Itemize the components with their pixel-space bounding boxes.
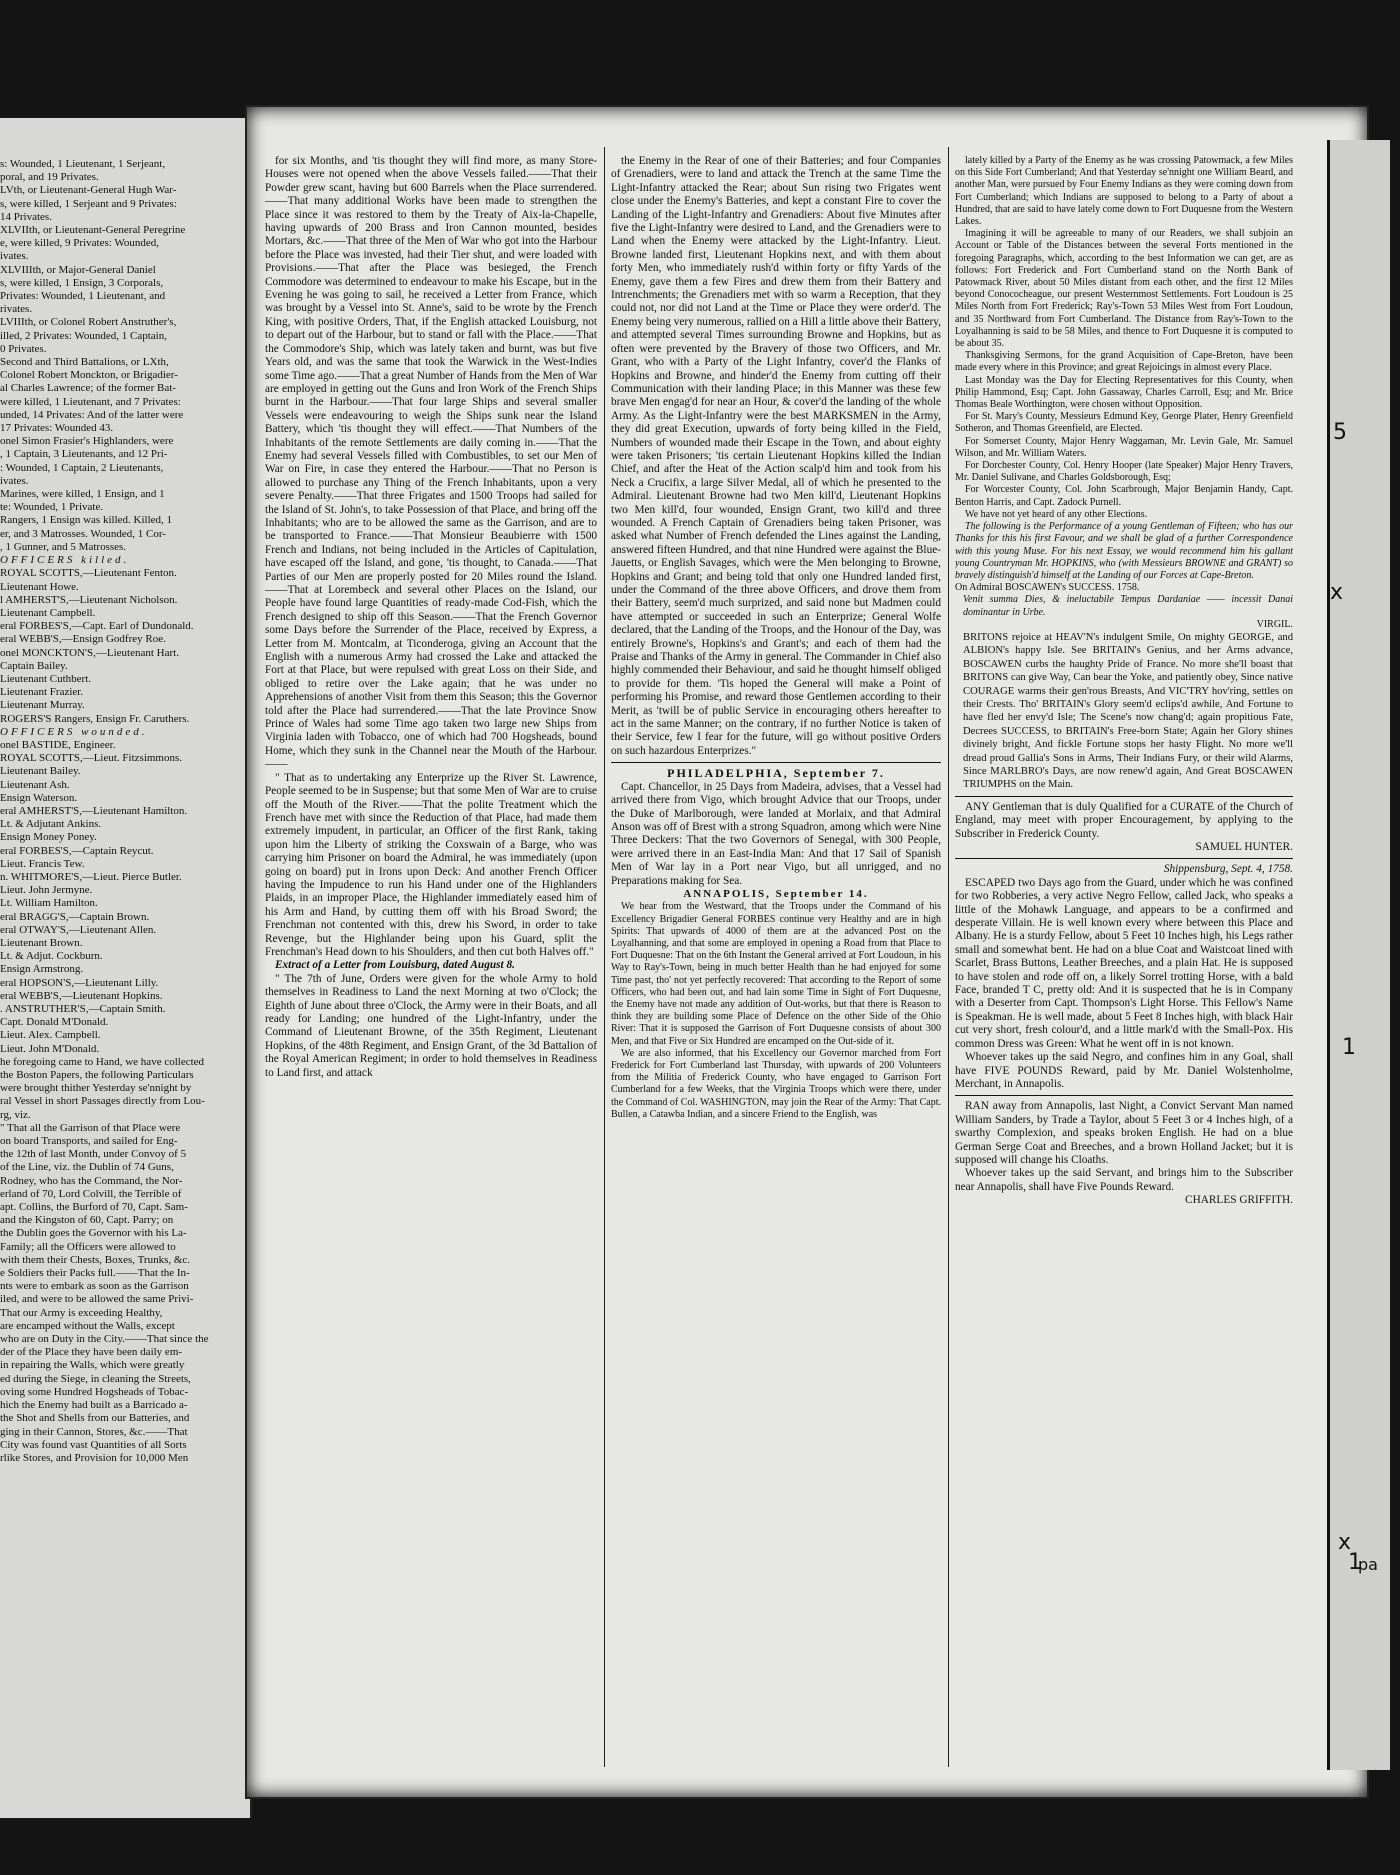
- left-fragment-line: Lt. & Adjutant Ankins.: [0, 818, 102, 831]
- left-fragment-line: eral FORBES'S,—Capt. Earl of Dundonald.: [0, 620, 194, 633]
- curate-ad-signature: SAMUEL HUNTER.: [1195, 841, 1293, 854]
- column-3: [955, 155, 1293, 1757]
- runaway-ad-2: RAN away from Annapolis, last Night, a Convict Servant Man named William Sanders, by Trade a Taylor, about 5 Feet 3 or 4 Inches high, of a swarthy Complexion, and speaks broken English. He had on a blue German Serge Coat and Breeches, and a brown Holland Jacket; but it is supposed will change his Cloaths.: [955, 1100, 1293, 1166]
- left-fragment-line: 17 Privates: Wounded 43.: [0, 422, 114, 435]
- left-fragment-line: erland of 70, Lord Colvill, the Terrible of: [0, 1187, 182, 1200]
- margin-mark-x2: x: [1338, 1530, 1352, 1555]
- left-fragment-line: the Shot and Shells from our Batteries, and: [0, 1412, 190, 1425]
- left-fragment-line: l AMHERST'S,—Lieutenant Nicholson.: [0, 593, 178, 606]
- left-fragment-line: oving some Hundred Hogsheads of Tobac-: [0, 1385, 189, 1398]
- left-fragment-line: Ensign Armstrong.: [0, 963, 84, 976]
- runaway-ad-dateline: Shippensburg, Sept. 4, 1758.: [1163, 863, 1293, 876]
- runaway-ad-2-reward: Whoever takes up the said Servant, and brings him to the Subscriber near Annapolis, shall have Five Pounds Reward.: [955, 1167, 1293, 1193]
- col3-para-2: Imagining it will be agreeable to many of our Readers, we shall subjoin an Account or Table of the Distances between the several Forts mentioned in the foregoing Paragraphs, which, according to the best Information we can get, are as follows: Fort Frederick and Fort Cumberland stand on the North Bank of Patowmack River, about 50 Miles distant from each other, and the first 12 Miles beyond Conococheague, our present Westernmost Settlements. Fort Loudoun is 25 Miles North from Fort Frederick; Ray's-Town 53 Miles West from Fort Loudoun, and 35 Northward from Fort Cumberland. The Distance from Ray's-Town to the Loyalhanning is said to be 58 Miles, and thence to Fort Duquesne it is computed to be about 35.: [955, 228, 1293, 350]
- left-fragment-line: eral FORBES'S,—Captain Reycut.: [0, 844, 154, 857]
- left-fragment-line: Lt. & Adjut. Cockburn.: [0, 950, 103, 963]
- left-fragment-line: te: Wounded, 1 Private.: [0, 501, 104, 514]
- margin-mark-1b: 1: [1348, 1550, 1362, 1575]
- left-fragment-line: Ensign Money Poney.: [0, 831, 97, 844]
- col2-para-2: Capt. Chancellor, in 25 Days from Madeira, advises, that a Vessel had arrived there from Vigo, which brought Advice that our Troops, under the Duke of Marlborough, were landed at Morlaix, and that Admiral Anson was off of Brest with a strong Squadron, among which were Nine Three Deckers: That the two Governors of Senegal, with 300 People, were arrived there in an East-India Man: And that 17 Sail of Spanish Men of War lay in a Port near Vigo, but all unrigged, and no Preparations making for Sea.: [611, 780, 941, 887]
- left-fragment-line: Lieut. Alex. Campbell.: [0, 1029, 101, 1042]
- left-fragment-line: ROYAL SCOTTS,—Lieut. Fitzsimmons.: [0, 752, 183, 765]
- left-fragment-line: LVth, or Lieutenant-General Hugh War-: [0, 184, 177, 197]
- left-fragment-line: apt. Collins, the Burford of 70, Capt. Sam-: [0, 1201, 188, 1214]
- left-fragment-line: Captain Bailey.: [0, 659, 68, 672]
- left-fragment-line: the Dublin goes the Governor with his La-: [0, 1227, 187, 1240]
- left-fragment-line: eral WEBB'S,—Ensign Godfrey Roe.: [0, 633, 166, 646]
- left-fragment-line: Ensign Waterson.: [0, 791, 78, 804]
- section-rule: [611, 762, 941, 763]
- col2-para-1: the Enemy in the Rear of one of their Batteries; and four Companies of Grenadiers, were to land and attack the Trench at the same Time the Light-Infantry attacked the Rear; about Sun rising two Frigates went close under the Enemy's Batteries, and kept a constant Fire to cover the Landing of the Light-Infantry and Grenadiers: About five Minutes after five the Light-Infantry were desired to Land, and the Grenadiers were to Land when the Enemy were attacked by the Light-Infantry. Lieut. Browne landed first, Lieutenant Hopkins next, and with them about forty Men, who immediately rush'd within forty or fifty Yards of the Enemy, gave them a few Fires and drew them from their Battery and Intrenchments; the Grenadiers met with so warm a Reception, that they could not, nor did not Land at the Time or Place they were order'd. The Enemy being very numerous, rallied on a Hill a little above their Battery, and attempted several Times surrounding Browne and Hopkins, but as often were prevented by the Bravery of those two Officers, and Mr. Grant, who with a Party of the Light Infantry, cover'd the Flanks of Hopkins and Browne, and hinder'd the Enemy from cutting off their Communication with their landing Place; in this Manner was these few brave Men engag'd for near an Hour, & cover'd the landing of the whole Army. As the Light-Infantry were the best MARKSMEN in the Army, they did great Execution, upwards of forty being killed in the Field, Numbers of wounded made their Escape in the Town, and about eighty were taken Prisoners; 'tis certain Lieutenant Hopkins killed the Indian Chief, and after the Heat of the Action scalp'd him and took from his Neck a Crucifix, a large Silver Medal, all of which he presented to the Admiral. Lieutenant Browne had two Men kill'd, Lieutenant Hopkins two Men kill'd, four wounded, Ensign Grant, two kill'd and three wounded. A French Captain of Grenadiers being taken Prisoner, was asked what Number of French defended the Lines against the Landing, answered fifteen Hundred, and that nine Hundred were against the Blue-Jauetts, or English Savages, which were the Men belonging to Browne, Hopkins and Grant; and being told that only one Hundred landed first, under the Command of the three above Officers, and drove them from their Battery, seem'd much surprized, and said none but Madmen could have attempted or succeeded in such an Enterprize; General Wolfe declared, that the Landing of the Troops, and the Honour of the Day, was entirely Browne's, Hopkins's and Grant's; and each of them had the Praise and Thanks of the Army in general. The Commander in Chief also highly commended their Behaviour, and said he thought himself obliged to provide for them. 'Tis hoped the General will make a Point of performing his Promise, and reward those Gentlemen according to their Merit, as 'twill be of public Service in encouraging others hereafter to act in the same Manner; on the contrary, if no further Notice is taken of their Service, few I fear for the future, will go without positive Orders on such hazardous Enterprizes.": [611, 155, 941, 757]
- left-fragment-line: ROGERS'S Rangers, Ensign Fr. Caruthers.: [0, 712, 190, 725]
- left-fragment-line: ROYAL SCOTTS,—Lieutenant Fenton.: [0, 567, 177, 580]
- left-fragment-line: OFFICERS wounded.: [0, 725, 148, 738]
- left-fragment-line: Lieutenant Cuthbert.: [0, 672, 92, 685]
- left-fragment-line: onel Simon Frasier's Highlanders, were: [0, 435, 174, 448]
- left-fragment-line: al Charles Lawrence; of the former Bat-: [0, 382, 176, 395]
- left-fragment-line: Lieut. John M'Donald.: [0, 1042, 100, 1055]
- philadelphia-heading: PHILADELPHIA, September 7.: [667, 766, 885, 781]
- left-fragment-line: e Soldiers their Packs full.——That the In-: [0, 1267, 190, 1280]
- col3-para-8: For Worcester County, Col. John Scarbrough, Major Benjamin Handy, Capt. Benton Harris, and Capt. Zadock Purnell.: [955, 484, 1293, 508]
- col1-para-3: " The 7th of June, Orders were given for the whole Army to hold themselves in Readiness to Land the next Morning at two o'Clock; the Eighth of June about three o'Clock, the Army were in their Boats, and all ready for Landing; one hundred of the Light-Infantry, under the Command of Lieutenant Browne, of the 35th Regiment, Lieutenant Hopkins, of the 48th Regiment, and Ensign Grant, of the 3d Battalion of the Royal American Regiment; in order to hold themselves in Readiness to Land first, and attack: [265, 972, 597, 1079]
- col3-para-4: Last Monday was the Day for Electing Representatives for this County, when Philip Hammond, Esq; Capt. John Gassaway, Charles Carroll, Esq; and Mr. Brice Thomas Beale Worthington, were chosen without Opposition.: [955, 374, 1293, 411]
- col1-para-1: for six Months, and 'tis thought they will find more, as many Store-Houses were not opened when the above Vessels failed.——That their Powder grew scant, having but 600 Barrels when the Place surrendered.——That many additional Works have been made to strengthen the Place since it was restored to them by the Treaty of Aix-la-Chapelle, having upwards of 200 Brass and Iron Cannon mounted, besides Mortars, &c.——That three of the Men of War who got into the Harbour before the Place was invested, had their Tier shut, and were loaded with Provisions.——That after the Place was besieged, the French Commodore was determined to endeavour to make his Escape, but in the Evening he was going to sail, he received a Letter from France, which was brought by a Vessel into St. Anne's, said to be wrote by the French King, with positive Orders, That, if the English attacked Louisburg, not to depart out of the Harbour, but to stand or fall with the Place.——That the Commodore's Ship, which was lately taken and burnt, was but five Years old, and was the same that took the Warwick in the West-Indies some Time ago.——That a great Number of Hands from the Men of War are employed in getting out the Guns and Iron Work of the French Ships burnt in the Harbour.——That four large Ships and several smaller Vessels were endeavouring to weigh the Ships sunk near the Island Battery, which 'tis thought they will effect.——That Numbers of the Inhabitants of the remote Settlements are daily coming in.——That the Enemy had several Vessels filled with Combustibles, to set our Men of War on Fire, in case they entered the Harbour.——That no Person is allowed to purchase any Thing of the French Inhabitants, upon a very severe Penalty.——That three Frigates and 1500 Troops had sailed for the Island of St. John's, to take Possession of that Place, and bring off the Inhabitants; who are to be allowed the same as the Garrison, and are to be transported to France.——That Monsieur Beaubierre with 1500 French and Indians, not being included in the Articles of Capitulation, have escaped off the Island, and gone, 'tis thought, to Canada.——That Parties of our Men are properly posted for 20 Miles round the Island.——That at Lorembeck and several other Places on the Island, our People have found large Quantities of ready-made Cod-Fish, which the French designed to ship off this Season.——That the French Governor some Days before the Surrender of the Place, received by Express, a Letter from M. Montcalm, at Ticonderoga, giving an Account that the English with a numerous Army had crossed the Lake and attacked the Fort at that Place, but were repulsed with great Loss on their Side, and obliged to retire over the Lake again; that he was under no Apprehensions of another Visit from them this Season; this the Governor told after the Place had surrendered.——That the late Province Snow Prince of Wales had some Time ago taken two large new Ships from Virginia laden with Tobacco, one of which had 700 Hogsheads, bound Home, which they sunk in the Channel near the Mouth of the Harbour.——: [265, 155, 597, 771]
- left-fragment-line: Privates: Wounded, 1 Lieutenant, and: [0, 290, 166, 303]
- left-fragment-line: nts were to embark as soon as the Garrison: [0, 1280, 189, 1293]
- column-divider-1: [604, 147, 605, 1767]
- left-fragment-line: eral BRAGG'S,—Captain Brown.: [0, 910, 150, 923]
- left-fragment-line: poral, and 19 Privates.: [0, 171, 99, 184]
- left-fragment-line: eral HOPSON'S,—Lieutenant Lilly.: [0, 976, 159, 989]
- left-fragment-line: Capt. Donald M'Donald.: [0, 1016, 109, 1029]
- left-fragment-line: iled, and were to be allowed the same Privi-: [0, 1293, 194, 1306]
- left-fragment-line: : Wounded, 1 Captain, 2 Lieutenants,: [0, 461, 164, 474]
- left-fragment-line: , 1 Gunner, and 5 Matrosses.: [0, 540, 127, 553]
- col2-para-4: We are also informed, that his Excellency our Governor marched from Fort Frederick for Fort Cumberland last Thursday, with upwards of 200 Volunteers from the Militia of Frederick County, who have engaged to Garrison Fort Cumberland for a few Weeks, that the Virginia Troops which were there, under the Command of Col. WASHINGTON, may join the Rear of the Army: That Capt. Bullen, a Catawba Indian, and a sincere Friend to the English, was: [611, 1047, 941, 1120]
- ad-rule-1: [955, 796, 1293, 797]
- left-fragment-line: the Boston Papers, the following Particulars: [0, 1069, 194, 1082]
- ad-rule-3: [955, 1095, 1293, 1096]
- left-fragment-line: Lieut. John Jermyne.: [0, 884, 93, 897]
- left-fragment-line: Lieut. Francis Tew.: [0, 857, 85, 870]
- left-fragment-line: er, and 3 Matrosses. Wounded, 1 Cor-: [0, 527, 166, 540]
- left-fragment-line: XLVIIth, or Lieutenant-General Peregrine: [0, 224, 186, 237]
- annapolis-heading: ANNAPOLIS, September 14.: [683, 887, 869, 900]
- left-fragment-line: ed during the Siege, in cleaning the Streets,: [0, 1372, 191, 1385]
- left-fragment-line: rivates.: [0, 303, 33, 316]
- runaway-ad-1-reward: Whoever takes up the said Negro, and confines him in any Goal, shall have FIVE POUNDS Reward, paid by Mr. Daniel Wolstenholme, Merchant, in Annapolis.: [955, 1051, 1293, 1090]
- left-fragment-line: rlike Stores, and Provision for 10,000 Men: [0, 1451, 189, 1464]
- left-fragment-line: with them their Chests, Boxes, Trunks, &c.: [0, 1253, 191, 1266]
- left-page-text: [0, 158, 240, 1465]
- left-fragment-line: 0 Privates.: [0, 342, 47, 355]
- margin-mark-x1: x: [1330, 580, 1344, 605]
- left-fragment-line: . ANSTRUTHER'S,—Captain Smith.: [0, 1003, 166, 1015]
- page-edge: [1327, 140, 1390, 1770]
- column-divider-2: [948, 147, 949, 1767]
- left-fragment-line: onel BASTIDE, Engineer.: [0, 738, 116, 751]
- left-fragment-line: 14 Privates.: [0, 210, 52, 223]
- left-fragment-line: the 12th of last Month, under Convoy of 5: [0, 1148, 187, 1161]
- left-fragment-line: eral AMHERST'S,—Lieutenant Hamilton.: [0, 804, 188, 817]
- left-fragment-line: are encamped without the Walls, except: [0, 1319, 175, 1332]
- left-fragment-line: rg, viz.: [0, 1108, 31, 1121]
- left-fragment-line: " That all the Garrison of that Place were: [0, 1121, 181, 1134]
- col3-para-7: For Dorchester County, Col. Henry Hooper (late Speaker) Major Henry Travers, Mr. Daniel Sulivane, and Charles Goldsborough, Esq;: [955, 460, 1293, 484]
- left-fragment-line: eral WEBB'S,—Lieutenant Hopkins.: [0, 989, 163, 1002]
- left-fragment-line: n. WHITMORE'S,—Lieut. Pierce Butler.: [0, 870, 182, 883]
- left-fragment-line: Lieutenant Brown.: [0, 936, 83, 949]
- col2-para-3: We hear from the Westward, that the Troops under the Command of his Excellency Brigadier General FORBES continue very Healthy and are in high Spirits: That upwards of 4000 of them are at the advanced Post on the Loyalhanning, and that some are employed in opening a Road from that Place to Fort Duquesne: That on the 6th Instant the General arrived at Fort Loudoun, in his Way to Ray's-Town, being in much better Health than he had enjoyed for some Time past, tho' not yet perfectly recovered: That according to the Report of some Officers, who had been out, and had lain some Time in Sight of Fort Duquesne, the Enemy have not made any addition of Out-works, but that there is Reason to think they are building some Place of Defence on the other Side of the Ohio River: That it is supposed the Garrison of Fort Duquesne consists of about 300 Men, and that Five or Six Hundred are encamped on the Out-side of it.: [611, 901, 941, 1047]
- left-fragment-line: , 1 Captain, 3 Lieutenants, and 12 Pri-: [0, 448, 168, 461]
- col3-para-3: Thanksgiving Sermons, for the grand Acquisition of Cape-Breton, have been made every where in this Province; and great Rejoicings in almost every Place.: [955, 350, 1293, 374]
- left-fragment-line: and the Kingston of 60, Capt. Parry; on: [0, 1214, 174, 1227]
- left-fragment-line: on board Transports, and sailed for Eng-: [0, 1135, 178, 1148]
- left-fragment-line: City was found vast Quantities of all Sorts: [0, 1438, 187, 1451]
- left-fragment-line: OFFICERS killed.: [0, 554, 130, 567]
- col3-para-5: For St. Mary's County, Messieurs Edmund Key, George Plater, Henry Greenfield Sotheron, and Thomas Greenfield, are Elected.: [955, 411, 1293, 435]
- column-2: [611, 155, 941, 1757]
- margin-mark-5: 5: [1333, 420, 1347, 445]
- left-fragment-line: onel MONCKTON'S,—Lieutenant Hart.: [0, 646, 179, 659]
- poem-verse: BRITONS rejoice at HEAV'N's indulgent Smile, On mighty GEORGE, and ALBION's happy Isle. See BRITAIN's Genius, and her Arms advance, BOSCAWEN curbs the haughty Pride of France. No more she'll boast that BRITONS can give Way, Can bear the Yoke, and patiently obey, Since native COURAGE warms their gen'rous Breasts, And VIC'TRY hov'ring, settles on their Crests. Tho' BRITAIN's Glory seem'd eclips'd awhile, And Fortune to have fled her envy'd Isle; The Scene's now chang'd; again propitious Fate, Decrees SUCCESS, to BRITAIN's Free-born State; Again her Glory shines divinely bright, And fickle Fortune stops her hasty Flight. No more we'll dread proud Gallia's Sons in Arms, Their Indians Fury, or their wild Alarms, Since MARLBRO's Days, are now renew'd again, And Great BOSCAWEN TRIUMPHS on the Main.: [963, 631, 1293, 791]
- col3-para-9: We have not yet heard of any other Elections.: [965, 508, 1148, 520]
- left-fragment-line: ral Vessel in short Passages directly from Lou-: [0, 1095, 205, 1108]
- left-fragment-line: he foregoing came to Hand, we have collected: [0, 1055, 205, 1068]
- left-fragment-line: illed, 2 Privates: Wounded, 1 Captain,: [0, 329, 167, 342]
- left-fragment-line: Lieutenant Bailey.: [0, 765, 81, 778]
- left-fragment-line: That our Army is exceeding Healthy,: [0, 1306, 163, 1319]
- left-fragment-line: ivates.: [0, 250, 29, 263]
- curate-ad: ANY Gentleman that is duly Qualified for a CURATE of the Church of England, may meet with proper Encouragement, by applying to the Subscriber in Frederick County.: [955, 800, 1293, 840]
- left-fragment-line: Lieutenant Murray.: [0, 699, 85, 712]
- left-fragment-line: Lt. William Hamilton.: [0, 897, 98, 910]
- left-page-fragment: [0, 118, 252, 1818]
- left-fragment-line: Rodney, who has the Command, the Nor-: [0, 1174, 183, 1187]
- left-fragment-line: unded, 14 Privates: And of the latter were: [0, 408, 184, 421]
- col3-poem-intro: The following is the Performance of a young Gentleman of Fifteen; who has our Thanks for this his first Favour, and we shall be glad of a further Correspondence with this young Muse. For his next Essay, we would recommend him his gallant young Countryman Mr. HOPKINS, who (with Messieurs BROWNE and GRANT) so bravely distinguish'd himself at the Landing of our Forces at Cape-Breton.: [955, 521, 1293, 581]
- ad-rule-2: [955, 858, 1293, 859]
- left-fragment-line: Lieutenant Howe.: [0, 580, 79, 593]
- left-fragment-line: ging in their Cannon, Stores, &c.——That: [0, 1425, 188, 1438]
- margin-mark-1a: 1: [1342, 1035, 1356, 1060]
- left-fragment-line: in repairing the Walls, which were greatly: [0, 1359, 185, 1372]
- left-fragment-line: Family; all the Officers were allowed to: [0, 1240, 176, 1253]
- left-fragment-line: Colonel Robert Monckton, or Brigadier-: [0, 369, 178, 382]
- left-fragment-line: der of the Place they have been daily em-: [0, 1346, 183, 1359]
- left-fragment-line: s, were killed, 1 Serjeant and 9 Privates:: [0, 197, 177, 210]
- left-fragment-line: ivates.: [0, 474, 29, 487]
- col1-para-2: " That as to undertaking any Enterprize up the River St. Lawrence, People seemed to be in Suspense; but that some Men of War are to cruise off the Mouth of the River.——That the polite Treatment which the French have met with since the Reduction of that Place, had made them extremely impudent, in particular, an Officer of the first Rank, taking upon him the Liberty of striking the Coxswain of a Barge, who was carrying him Prisoner on board the Admiral, he was immediately (upon going on board) put in Irons upon Deck: And another French Officer having the Impudence to run his Hand under one of the Highlanders Plaids, in an improper Place, the Highlander immediately eased him of his Arm and Hand, by cutting them off with his Broad Sword; the Frenchman not contented with this, drew his Sword, in order to take Revenge, but the Highlander being upon his Guard, split the Frenchman's Head down to his Shoulders, and then cut both Halves off.": [265, 771, 597, 958]
- left-fragment-line: s, were killed, 1 Ensign, 3 Corporals,: [0, 276, 164, 289]
- col1-extract-heading: Extract of a Letter from Louisburg, dated August 8.: [275, 959, 515, 972]
- left-fragment-line: e, were killed, 9 Privates: Wounded,: [0, 237, 159, 250]
- left-fragment-line: were killed, 1 Lieutenant, and 7 Privates:: [0, 395, 181, 408]
- poem-epigraph-author: VIRGIL.: [1256, 618, 1293, 630]
- left-fragment-line: eral OTWAY'S,—Lieutenant Allen.: [0, 923, 157, 936]
- left-fragment-line: XLVIIIth, or Major-General Daniel: [0, 263, 156, 276]
- left-fragment-line: were brought thither Yesterday se'nnight by: [0, 1082, 192, 1095]
- col3-para-1: lately killed by a Party of the Enemy as he was crossing Patowmack, a few Miles on this Side Fort Cumberland; And that Yesterday se'nnight one William Beard, and another Man, were pursued by Four Enemy Indians as they were coming down from Fort Cumberland; which Indians are supposed to belong to a Party of about a Hundred, that are said to have lately come down to Fort Duquesne from the Western Lakes.: [955, 155, 1293, 228]
- col3-para-6: For Somerset County, Major Henry Waggaman, Mr. Levin Gale, Mr. Samuel Wilson, and Mr. William Waters.: [955, 435, 1293, 459]
- left-fragment-line: Lieutenant Frazier.: [0, 686, 84, 699]
- poem-epigraph: Venit summa Dies, & ineluctabile Tempus Dardaniae —— incessit Danai dominantur in Urbe.: [963, 594, 1293, 618]
- left-fragment-line: Marines, were killed, 1 Ensign, and 1: [0, 488, 165, 501]
- left-fragment-line: Rangers, 1 Ensign was killed. Killed, 1: [0, 514, 173, 527]
- runaway-ad-1: ESCAPED two Days ago from the Guard, under which he was confined for two Robberies, a very active Negro Fellow, called Jack, who speaks a little of the Mohawk Language, and appears to be a confirmed and desperate Villain. He is well known every where between this Place and Albany. He is a sturdy Fellow, about 5 Feet 10 Inches high, his Legs rather small and somewhat bent. He had on a blue Coat and Waistcoat lined with Scarlet, Brass Buttons, Leather Breeches, and a plain Hat. He is supposed to have stolen and rode off on, a likely Sorrel trotting Horse, with a bald Face, branded T C, pretty old: And it is suspected that he is in Company with a Deserter from Capt. Thompson's Light Horse. This Fellow's Name is Speakman. He is well made, about 5 Feet 8 Inches high, with black Hair cut very short, fresh colour'd, and a little mark'd with the Small-Pox. His common Dress was Green: What he went off in is not known.: [955, 876, 1293, 1050]
- left-fragment-line: Lieutenant Ash.: [0, 778, 70, 791]
- poem-title: On Admiral BOSCAWEN's SUCCESS. 1758.: [955, 582, 1140, 594]
- left-fragment-line: LVIIIth, or Colonel Robert Anstruther's,: [0, 316, 177, 329]
- margin-mark-pa: pa: [1358, 1555, 1378, 1574]
- left-fragment-line: s: Wounded, 1 Lieutenant, 1 Serjeant,: [0, 158, 166, 170]
- left-fragment-line: hich the Enemy had built as a Barricado a-: [0, 1399, 188, 1412]
- left-fragment-line: Lieutenant Campbell.: [0, 606, 96, 619]
- left-fragment-line: who are on Duty in the City.——That since the: [0, 1333, 209, 1346]
- left-fragment-line: of the Line, viz. the Dublin of 74 Guns,: [0, 1161, 174, 1174]
- column-1: [265, 155, 597, 1757]
- left-fragment-line: Second and Third Battalions, or LXth,: [0, 356, 169, 369]
- main-page: [245, 105, 1369, 1799]
- runaway-ad-2-signature: CHARLES GRIFFITH.: [1185, 1194, 1293, 1207]
